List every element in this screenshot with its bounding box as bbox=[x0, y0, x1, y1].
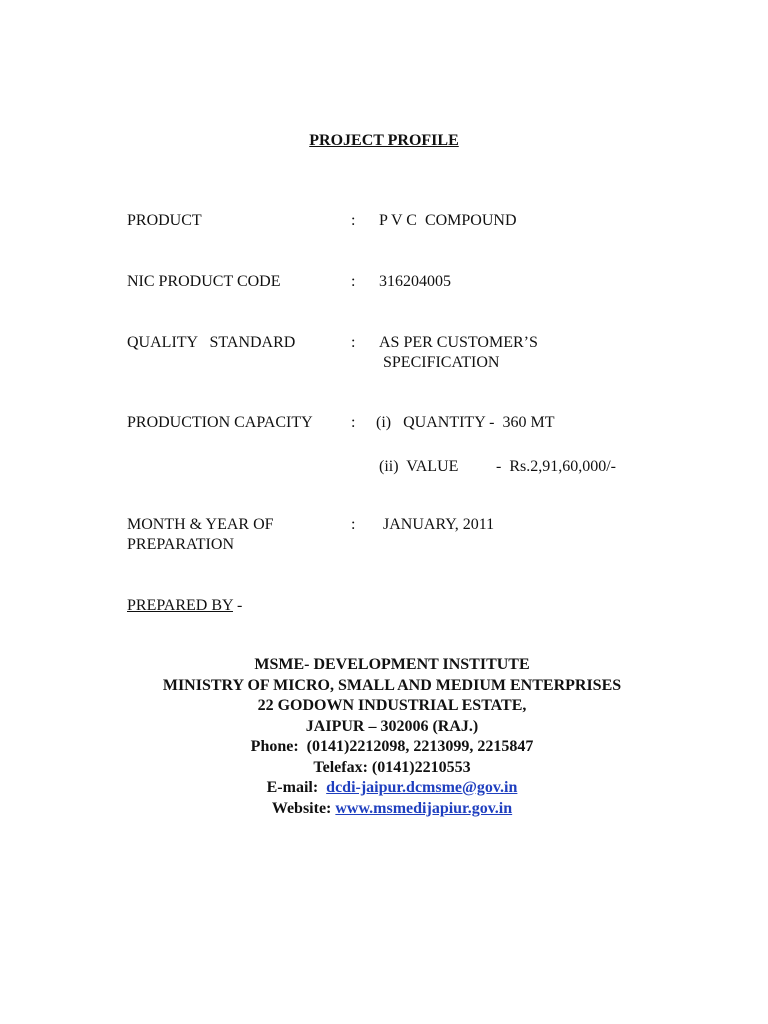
quality-standard-colon: : bbox=[351, 334, 356, 351]
product-colon: : bbox=[351, 212, 356, 229]
month-year-label-line2: PREPARATION bbox=[127, 536, 234, 553]
month-year-value: JANUARY, 2011 bbox=[383, 516, 495, 533]
capacity-quantity: (i) QUANTITY - 360 MT bbox=[376, 414, 555, 431]
institute-address bbox=[0, 655, 768, 819]
month-year-colon: : bbox=[351, 516, 356, 533]
city-line: JAIPUR – 302006 (RAJ.) bbox=[305, 717, 479, 735]
website-link[interactable]: www.msmedijapiur.gov.in bbox=[335, 799, 513, 817]
prepared-by bbox=[127, 596, 242, 616]
institute-name: MSME- DEVELOPMENT INSTITUTE bbox=[254, 656, 530, 673]
quality-standard-value-line1: AS PER CUSTOMER’S bbox=[379, 334, 538, 351]
product-label: PRODUCT bbox=[127, 212, 202, 229]
nic-code-value: 316204005 bbox=[379, 273, 451, 290]
production-capacity-colon: : bbox=[351, 414, 356, 431]
prepared-by-suffix: - bbox=[232, 597, 243, 614]
production-capacity-label: PRODUCTION CAPACITY bbox=[127, 414, 313, 431]
capacity-value-amount: - Rs.2,91,60,000/- bbox=[496, 458, 616, 475]
month-year-label-line1: MONTH & YEAR OF bbox=[127, 516, 274, 533]
ministry-name: MINISTRY OF MICRO, SMALL AND MEDIUM ENTERPRISES bbox=[162, 676, 622, 694]
telefax-line: Telefax: (0141)2210553 bbox=[313, 758, 471, 776]
email-link[interactable]: dcdi-jaipur.dcmsme@gov.in bbox=[326, 779, 518, 796]
nic-code-label: NIC PRODUCT CODE bbox=[127, 273, 281, 290]
quality-standard-value-line2: SPECIFICATION bbox=[383, 354, 500, 371]
phone-line: Phone: (0141)2212098, 2213099, 2215847 bbox=[250, 738, 534, 755]
website-line bbox=[0, 799, 768, 820]
nic-code-colon: : bbox=[351, 273, 356, 290]
email-line bbox=[0, 778, 768, 799]
capacity-value-label: (ii) VALUE bbox=[379, 458, 459, 475]
email-label: E-mail: bbox=[266, 779, 319, 796]
address-line: 22 GODOWN INDUSTRIAL ESTATE, bbox=[257, 697, 527, 714]
page-title: PROJECT PROFILE bbox=[309, 132, 459, 149]
product-value: P V C COMPOUND bbox=[379, 212, 517, 229]
quality-standard-label: QUALITY STANDARD bbox=[127, 334, 296, 351]
website-label: Website: bbox=[271, 799, 332, 817]
prepared-by-label: PREPARED BY bbox=[127, 597, 233, 614]
